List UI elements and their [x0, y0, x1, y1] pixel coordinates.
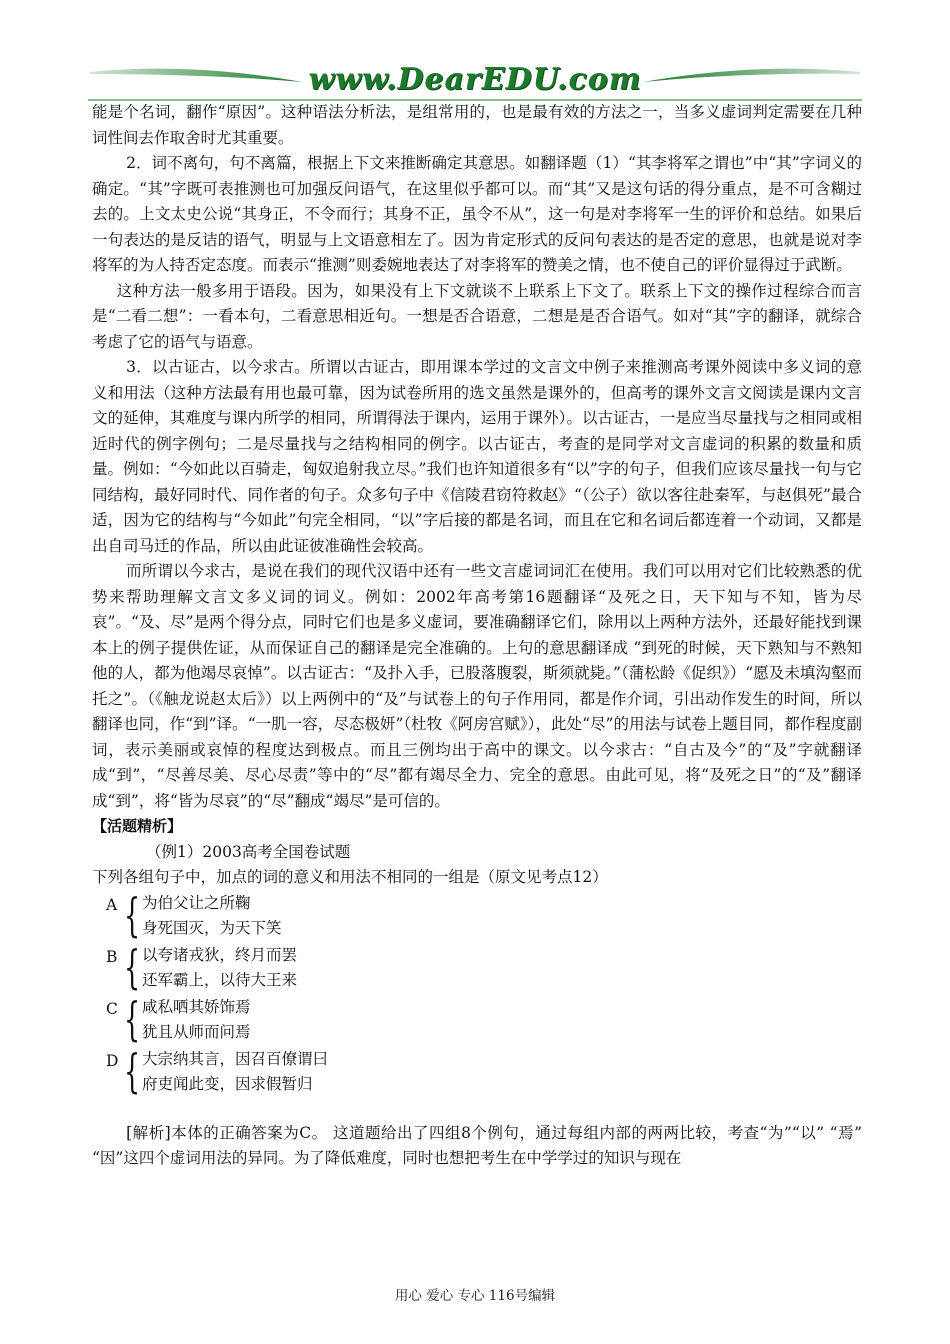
option-sentence: 还军霸上，以待大王来	[142, 970, 298, 989]
brace-icon: {	[124, 991, 141, 1046]
option-sentence: 咸私哂其娇饰焉	[142, 997, 251, 1016]
page-footer: 用心 爱心 专心 116号编辑	[394, 1288, 556, 1304]
paragraph: 而所谓以今求古，是说在我们的现代汉语中还有一些文言虚词词汇在使用。我们可以用对它们比较熟悉的优势来帮助理解文言文多义词的词义。例如：2002年高考第16题翻译“及死之日，天下知与不知，皆为尽哀”。“及、尽”是两个得分点，同时它们也是多义虚词，要准确翻译它们，除用以上两种方法外，还最好能找到课本上的例子提供佐证，从而保证自己的翻译是完全准确的。上句的意思翻译成 “到死的时候，天下熟知与不熟知他的人，都为他竭尽哀悼”。以古证古：“及扑入手，已股落腹裂，斯须就毙。”（蒲松龄《促织》）“愿及未填沟壑而托之”。（《触龙说赵太后》）以上两例中的“及”与试卷上的句子作用同，都是作介词，引出动作发生的时间，所以翻译也同，作“到”译。“一肌一容，尽态极妍”（杜牧《阿房宫赋》），此处“尽”的用法与试卷上题目同，都作程度副词，表示美丽或哀悼的程度达到极点。而且三例均出于高中的课文。以今求古：“自古及今”的“及”字就翻译成“到”，“尽善尽美、尽心尽责”等中的“尽”都有竭尽全力、完全的意思。由此可见，将“及死之日”的“及”翻译成“到”，将“皆为尽哀”的“尽”翻成“竭尽”是可信的。	[92, 562, 862, 810]
brace-icon: {	[124, 1043, 141, 1098]
brace-icon: {	[124, 887, 141, 942]
option-a	[106, 887, 426, 942]
option-sentence: 犹且从师而问焉	[142, 1022, 251, 1041]
paragraph: 3．以古证古，以今求古。所谓以古证古，即用课本学过的文言文中例子来推测高考课外阅读中多义词的意义和用法（这种方法最有用也最可靠，因为试卷所用的选文虽然是课外的，但高考的课外文言文阅读是课内文言文的延伸，其难度与课内所学的相同，所谓得法于课内，运用于课外）。以古证古，一是应当尽量找与之相同或相近时代的例字例句；二是尽量找与之结构相同的例字。以古证古，考查的是同学对文言虚词的积累的数量和质量。例如：“今如此以百骑走，匈奴追射我立尽。”我们也许知道很多有“以”字的句子，但我们应该尽量找一句与它同结构，最好同时代、同作者的句子。众多句子中《信陵君窃符救赵》“（公子）欲以客往赴秦军，与赵俱死”最合适，因为它的结构与“今如此”句完全相同，“以”字后接的都是名词，而且在它和名词后都连着一个动词，又都是出自司马迁的作品，所以由此证彼准确性会较高。	[92, 358, 862, 555]
option-c	[106, 991, 426, 1046]
analysis-paragraph: [解析]本体的正确答案为C。 这道题给出了四组8个例句，通过每组内部的两两比较，考查“为”“以” “焉” “因”这四个虚词用法的异同。为了降低难度，同时也想把考生在中学学过的知识与现在	[92, 1123, 862, 1167]
paragraph: 这种方法一般多用于语段。因为，如果没有上下文就谈不上联系上下文了。联系上下文的操作过程综合而言是“二看二想”：一看本句，二看意思相近句。一想是否合语意，二想是是否合语气。如对“其”字的翻译，就综合考虑了它的语气与语意。	[92, 281, 862, 351]
page-header	[88, 60, 862, 104]
example-label: （例1）2003高考全国卷试题	[146, 842, 351, 861]
option-letter: C	[106, 999, 118, 1018]
answer-options	[92, 887, 862, 1099]
section-heading: 【活题精析】	[92, 817, 183, 835]
brace-icon: {	[124, 939, 141, 994]
question-stem: 下列各组句子中，加点的词的意义和用法不相同的一组是（原文见考点12）	[92, 868, 608, 886]
option-sentence: 身死国灭，为天下笑	[142, 918, 282, 937]
option-letter: B	[106, 947, 118, 966]
option-b	[106, 939, 426, 994]
paragraph: 能是个名词，翻作“原因”。这种语法分析法，是组常用的，也是最有效的方法之一，当多义虚词判定需要在几种词性间去作取舍时尤其重要。	[92, 103, 862, 147]
option-letter: A	[106, 895, 118, 914]
option-letter: D	[106, 1051, 119, 1070]
paragraph: 2．词不离句，句不离篇，根据上下文来推断确定其意思。如翻译题（1）“其李将军之谓也”中“其”字词义的确定。“其”字既可表推测也可加强反问语气，在这里似乎都可以。而“其”又是这句话的得分重点，是不可含糊过去的。上文太史公说“其身正，不令而行；其身不正，虽令不从”，这一句是对李将军一生的评价和总结。如果后一句表达的是反诘的语气，明显与上文语意相左了。因为肯定形式的反问句表达的是否定的意思，也就是说对李将军的为人持否定态度。而表示“推测”则委婉地表达了对李将军的赞美之情，也不使自己的评价显得过于武断。	[92, 154, 862, 274]
option-sentence: 为伯父让之所鞠	[142, 893, 251, 912]
document-body	[92, 100, 862, 1172]
option-sentence: 以夸诸戎狄，终月而罢	[142, 945, 298, 964]
option-sentence: 大宗纳其言，因召百僚谓曰	[142, 1049, 329, 1068]
option-d	[106, 1043, 426, 1098]
site-logo: www.DearEDU.com	[308, 62, 642, 97]
option-sentence: 府吏闻此变，因求假暂归	[142, 1074, 313, 1093]
